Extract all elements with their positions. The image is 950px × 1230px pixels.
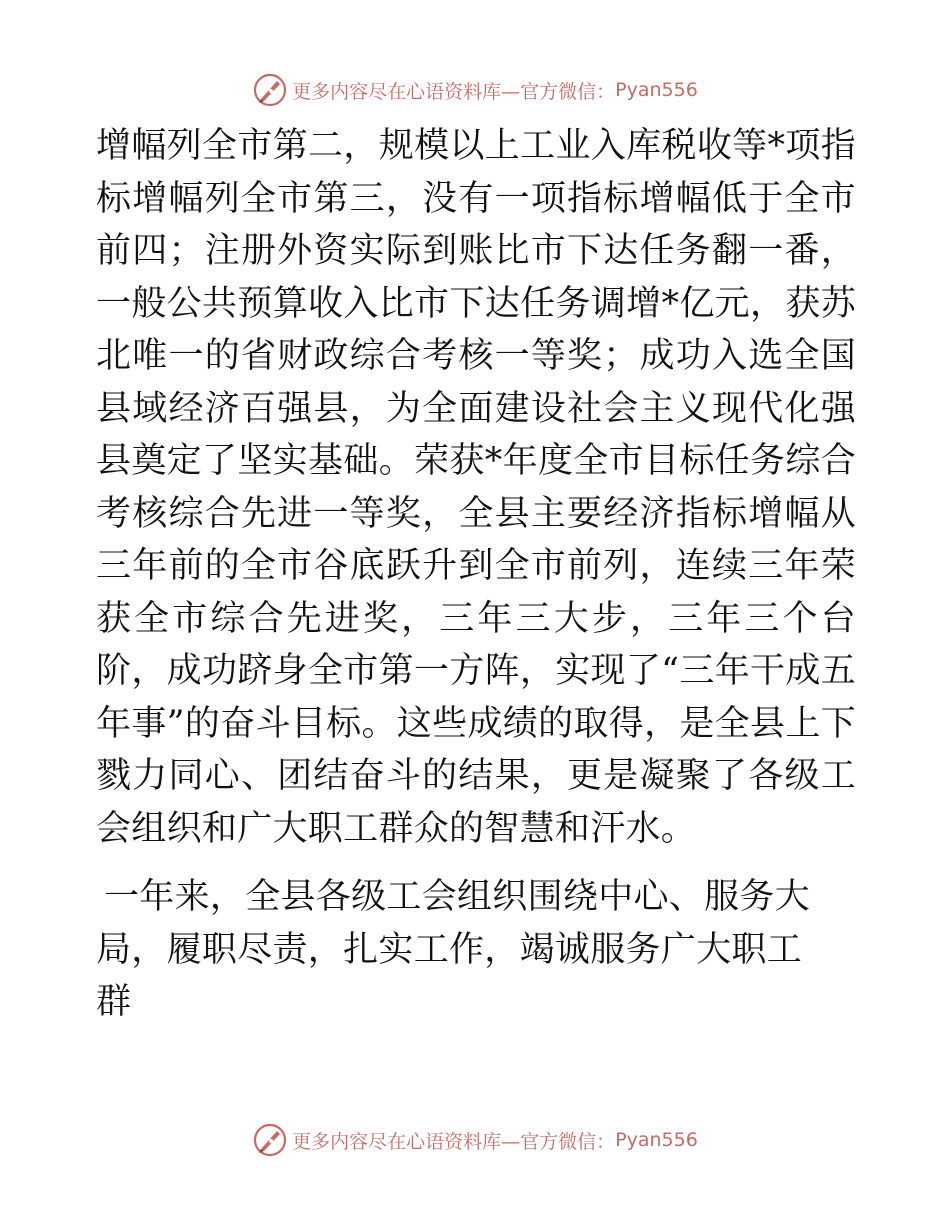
footer-watermark [0,1120,950,1160]
watermark-site-text: 更多内容尽在心语资料库—官方微信： [292,80,616,103]
watermark-wechat-id: Pyan556 [615,1129,698,1151]
watermark-wechat-id: Pyan556 [615,79,698,101]
body-paragraph: 一年来，全县各级工会组织围绕中心、服务大局，履职尽责，扎实工作，竭诚服务广大职工群 [96,877,811,1022]
pen-circle-logo-icon [252,1122,288,1158]
watermark-site-text: 更多内容尽在心语资料库—官方微信： [292,1130,616,1153]
document-body [96,120,856,1029]
header-watermark [0,70,950,110]
pen-circle-logo-icon [252,72,288,108]
body-paragraph: 增幅列全市第二，规模以上工业入库税收等*项指标增幅列全市第三，没有一项指标增幅低于全市前四；注册外资实际到账比市下达任务翻一番，一般公共预算收入比市下达任务调增*亿元，获苏北唯一的省财政综合考核一等奖；成功入选全国县域经济百强县，为全面建设社会主义现代化强县奠定了坚实基础。荣获*年度全市目标任务综合考核综合先进一等奖，全县主要经济指标增幅从三年前的全市谷底跃升到全市前列，连续三年荣获全市综合先进奖，三年三大步，三年三个台阶，成功跻身全市第一方阵，实现了“三年干成五年事”的奋斗目标。这些成绩的取得，是全县上下戮力同心、团结奋斗的结果，更是凝聚了各级工会组织和广大职工群众的智慧和汗水。 [96,126,856,849]
